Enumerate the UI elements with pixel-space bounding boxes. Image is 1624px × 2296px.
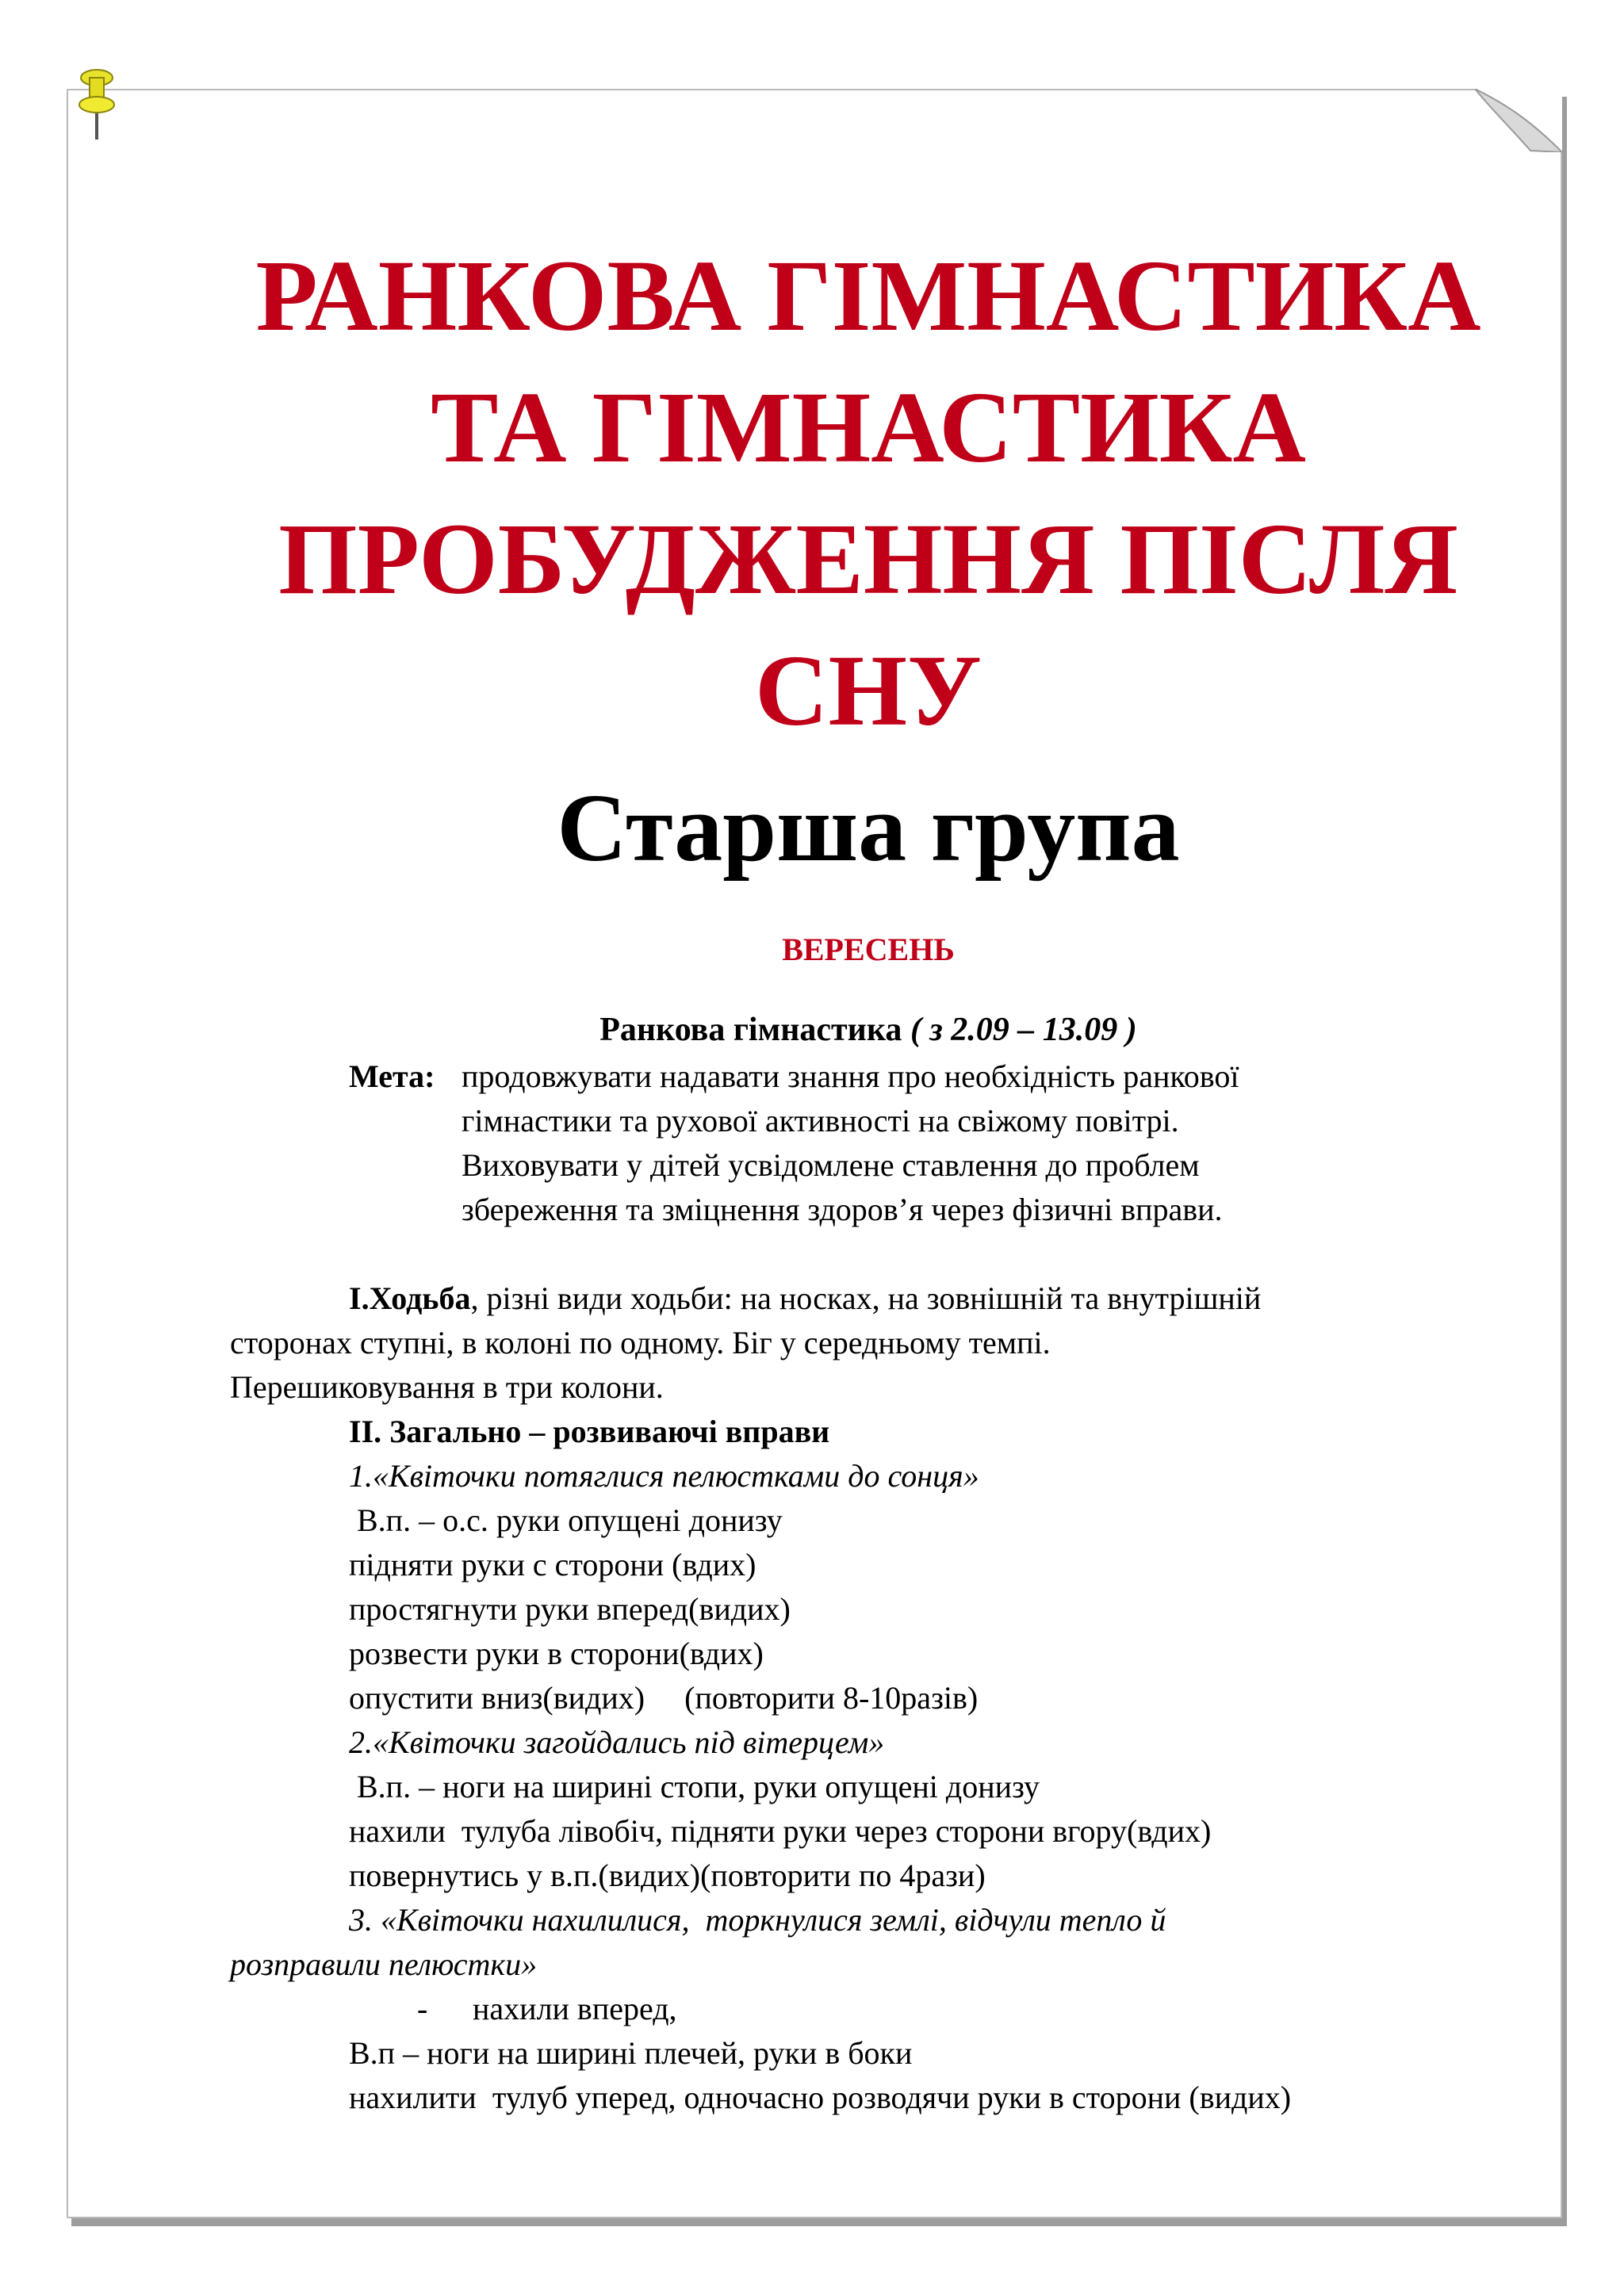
section-heading — [238, 1007, 1499, 1053]
goal-line: гімнастики та рухової активності на свіжому повітрі. — [462, 1103, 1179, 1138]
goal-block — [349, 1054, 1522, 1232]
exercise-line: простягнути руки вперед(видих) — [349, 1591, 791, 1627]
exercise-title: 1.«Квіточки потяглися пелюстками до сонця» — [349, 1458, 979, 1494]
exercise-line: розвести руки в сторони(вдих) — [349, 1636, 764, 1671]
title-line: СНУ — [755, 634, 982, 747]
goal-line: збереження та зміцнення здоров’я через фізичні вправи. — [462, 1192, 1223, 1227]
goal-text — [462, 1054, 1522, 1232]
exercise-line: В.п. – о.с. руки опущені донизу — [349, 1502, 783, 1538]
walking-line: сторонах ступні, в колоні по одному. Біг у середньому темпі. — [230, 1325, 1051, 1360]
exercise-dash-item — [230, 1987, 1530, 2031]
goal-line: продовжувати надавати знання про необхідність ранкової — [462, 1058, 1239, 1094]
exercise-line: нахилити тулуб уперед, одночасно розводячи руки в сторони (видих) — [349, 2080, 1292, 2115]
walking-label: І.Ходьба — [349, 1280, 471, 1316]
title-line: ПРОБУДЖЕННЯ ПІСЛЯ — [278, 503, 1458, 615]
pushpin-icon — [76, 63, 117, 143]
page-title — [238, 230, 1499, 756]
exercise-title: 3. «Квіточки нахилилися, торкнулися землі, відчули тепло й — [349, 1902, 1166, 1938]
walking-line: Перешиковування в три колони. — [230, 1369, 664, 1405]
exercises-heading: ІІ. Загально – розвиваючі вправи — [349, 1414, 830, 1449]
walking-line — [230, 1276, 1530, 1321]
page-curl-corner — [1475, 89, 1562, 152]
goal-line: Виховувати у дітей усвідомлене ставлення до проблем — [462, 1147, 1200, 1183]
walking-text: , різні види ходьби: на носках, на зовнішній та внутрішній — [470, 1280, 1262, 1316]
title-line: РАНКОВА ГІМНАСТИКА — [255, 239, 1481, 352]
exercise-line: повернутись у в.п.(видих)(повторити по 4рази) — [349, 1858, 986, 1893]
exercise-line: опустити вниз(видих) (повторити 8-10разів) — [349, 1680, 979, 1716]
section-dates: ( з 2.09 – 13.09 ) — [910, 1012, 1137, 1048]
dash-text: нахили вперед, — [473, 1991, 677, 2026]
exercise-content — [230, 1276, 1530, 2120]
exercise-title: розправили пелюстки» — [230, 1946, 538, 1982]
exercise-title: 2.«Квіточки загойдались під вітерцем» — [349, 1724, 885, 1760]
group-subtitle: Старша група — [557, 775, 1180, 882]
exercise-line: підняти руки с сторони (вдих) — [349, 1547, 756, 1582]
dash-marker: - — [417, 1991, 428, 2026]
section-heading-text: Ранкова гімнастика — [599, 1012, 902, 1048]
exercise-line: В.п. – ноги на ширині стопи, руки опущені донизу — [349, 1769, 1040, 1804]
exercise-line: В.п – ноги на ширині плечей, руки в боки — [349, 2035, 913, 2071]
title-line: ТА ГІМНАСТИКА — [431, 371, 1306, 484]
goal-label: Мета: — [349, 1058, 435, 1094]
exercise-line: нахили тулуба лівобіч, підняти руки через сторони вгору(вдих) — [349, 1813, 1212, 1849]
month-heading: ВЕРЕСЕНЬ — [782, 932, 955, 967]
